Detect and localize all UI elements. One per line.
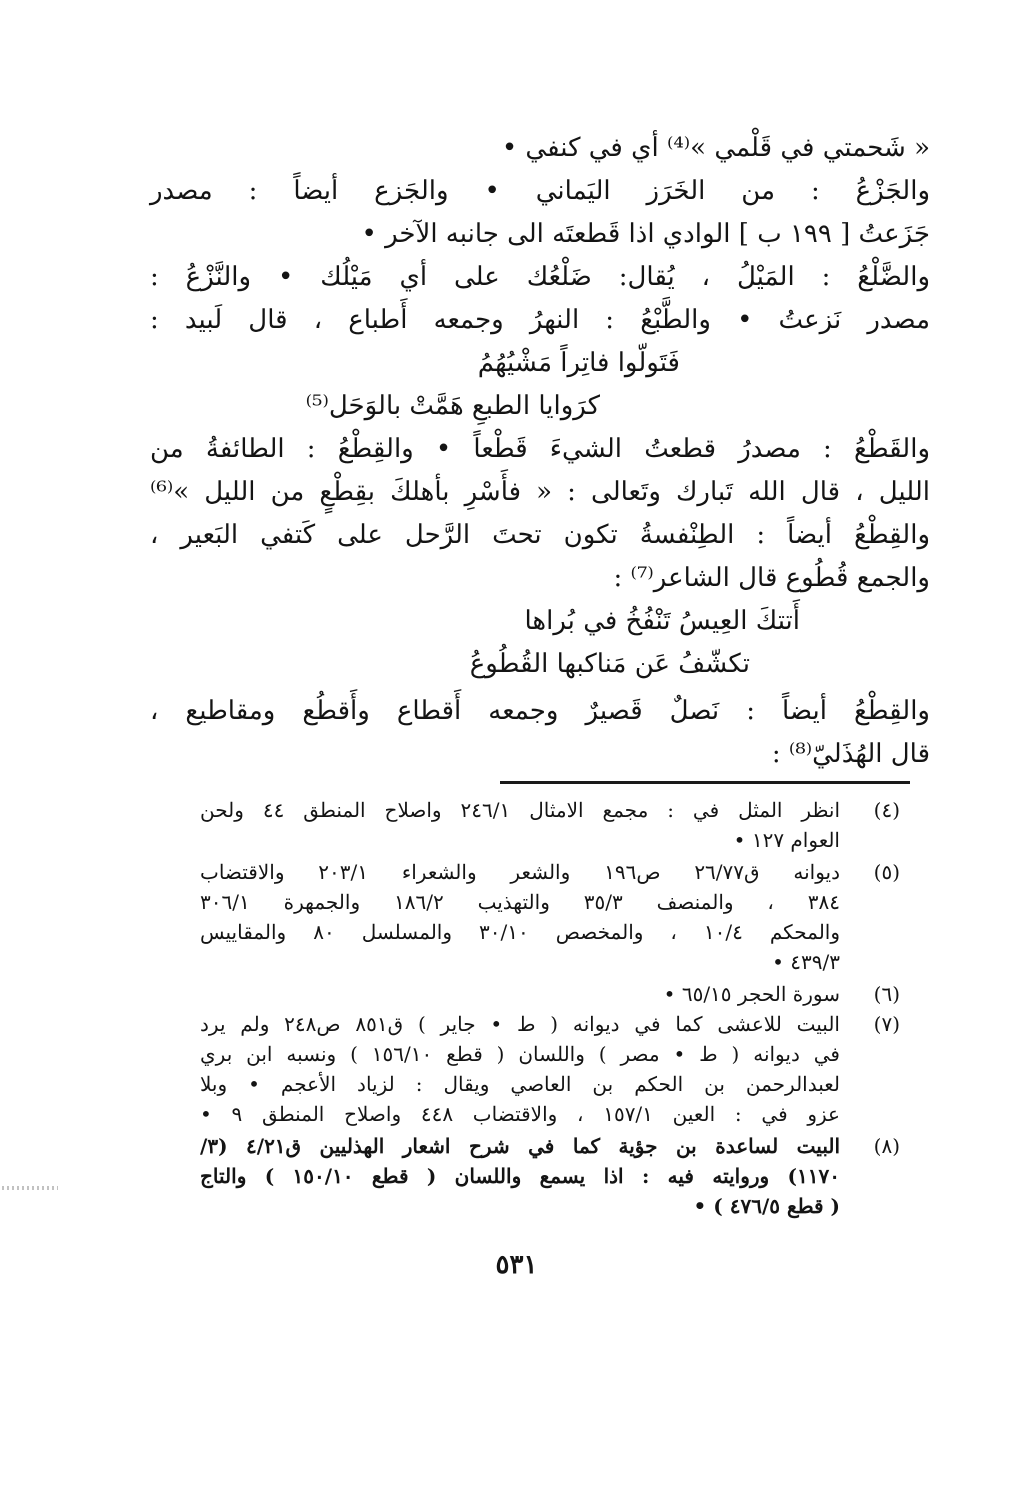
footnote-number: (٥) <box>873 860 900 884</box>
text-line: جَزَعتُ [ ١٩٩ ب ] الوادي اذا قَطعتَه الى جانبه الآخر • <box>361 219 930 249</box>
footnote-number: (٨) <box>873 1134 900 1158</box>
text-line: والقِطْعُ أيضاً : الطِنْفسةُ تكون تحتَ الرَّحل على كَتفي البَعير ، <box>150 520 930 550</box>
footnote-line: ١١٧٠) وروايته فيه : اذا يسمع واللسان ( قطع ١٥٠/١٠ ) والتاج <box>200 1164 840 1188</box>
footnote-line: ( قطع ٤٧٦/٥ ) • <box>693 1194 840 1218</box>
text-line: والقِطْعُ أيضاً : نَصلٌ قَصيرٌ وجمعه أَقطاع وأَقطُع ومقاطيع ، <box>150 696 930 726</box>
footnote-line: ٣٨٤ ، والمنصف ٣٥/٣ والتهذيب ١٨٦/٢ والجمهرة ٣٠٦/١ <box>200 890 841 914</box>
footnote-line: عزو في : العين ١٥٧/١ ، والاقتضاب ٤٤٨ واصلاح المنطق ٩ • <box>200 1102 840 1126</box>
footnote-line: العوام ١٢٧ • <box>733 828 840 852</box>
footnote-number: (٧) <box>873 1012 900 1036</box>
footnote-number: (٤) <box>873 798 900 822</box>
footnote-line: لعبدالرحمن بن الحكم بن العاصي ويقال : لزياد الأعجم • وبلا <box>200 1072 840 1096</box>
text-line: والقَطْعُ : مصدرُ قطعتُ الشيءَ قَطْعاً • والقِطْعُ : الطائفةُ من <box>150 434 930 464</box>
text-line: والجمع قُطُوع قال الشاعر⁽⁷⁾ : <box>613 563 930 593</box>
footnote-line: والمحكم ١٠/٤ ، والمخصص ٣٠/١٠ والمسلسل ٨٠ والمقاييس <box>200 920 841 944</box>
verse-line: كرَوايا الطبعِ هَمَّتْ بالوَحَل⁽⁵⁾ <box>305 391 600 421</box>
text-line: والضَّلْعُ : المَيْلُ ، يُقال: ضَلْعُك على أي مَيْلُك • والنَّزْعُ : <box>150 262 930 292</box>
verse-line: أَتتكَ العِيسُ تَنْفُخُ في بُراها <box>524 606 800 636</box>
footnote-number: (٦) <box>873 982 900 1006</box>
footnote-line: ٤٣٩/٣ • <box>772 950 840 974</box>
text-line: مصدر نَزعتُ • والطَّبْعُ : النهرُ وجمعه أَطباع ، قال لَبيد : <box>150 305 930 335</box>
footnote-line: البيت لساعدة بن جؤية كما في شرح اشعار الهذليين ق٤/٢١ (٣/ <box>200 1134 840 1158</box>
footnote-line: البيت للاعشى كما في ديوانه ( ط • جاير ) ق٨٥١ ص٢٤٨ ولم يرد <box>200 1012 840 1036</box>
verse-line: تكشّفُ عَن مَناكبها القُطُوعُ <box>469 649 750 679</box>
text-line: قال الهُذَليّ⁽⁸⁾ : <box>771 739 930 769</box>
footnote-separator <box>500 781 910 784</box>
footnote-line: في ديوانه ( ط • مصر ) واللسان ( قطع ١٥٦/١٠ ) ونسبه ابن بري <box>200 1042 840 1066</box>
text-line: « شَحمتي في قَلْمي »⁽⁴⁾ أي في كنفي • <box>501 133 930 163</box>
text-line: الليل ، قال الله تَبارك وتَعالى : « فأَسْرِ بأهلكَ بقِطْعٍ من الليل »⁽⁶⁾ <box>150 477 930 507</box>
footnote-line: سورة الحجر ٦٥/١٥ • <box>663 982 840 1006</box>
page-number: ٥٣١ <box>495 1250 538 1280</box>
text-line: والجَزْعُ : من الخَرَز اليَماني • والجَزع أيضاً : مصدر <box>150 176 930 206</box>
footnote-line: انظر المثل في : مجمع الامثال ٢٤٦/١ واصلاح المنطق ٤٤ ولحن <box>200 798 840 822</box>
verse-line: فَتَولّوا فاتِراً مَشْيُهُمُ <box>477 348 680 378</box>
footnote-line: ديوانه ق٢٦/٧٧ ص١٩٦ والشعر والشعراء ٢٠٣/١ والاقتضاب <box>200 860 841 884</box>
scan-artifact <box>2 1186 58 1190</box>
